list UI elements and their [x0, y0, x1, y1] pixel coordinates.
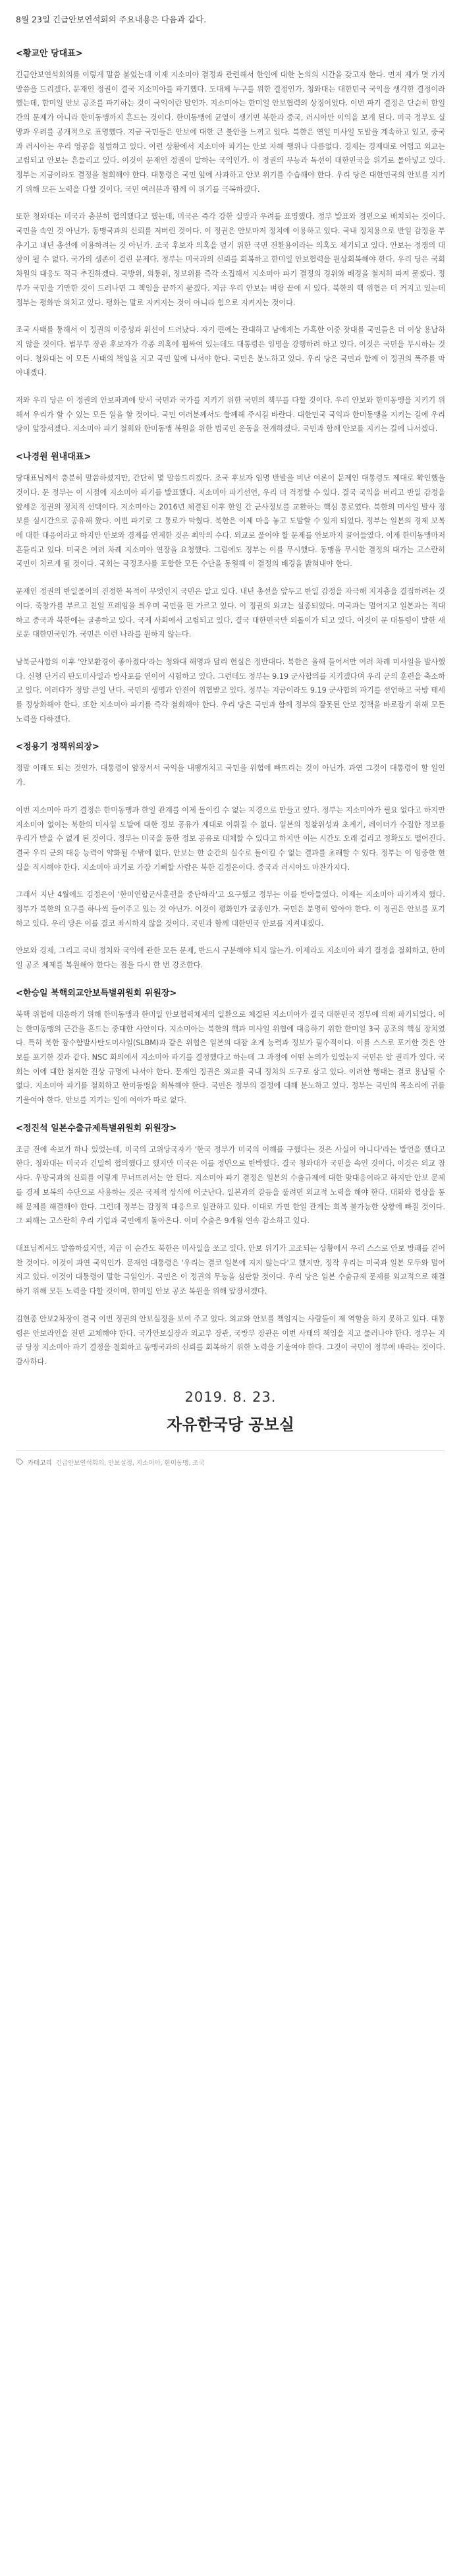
release-date: 2019. 8. 23.: [184, 1388, 277, 1405]
section-hwang: [16, 46, 445, 436]
category-links[interactable]: 긴급안보연석회의, 안보실정, 지소미아, 한미동맹, 조국: [55, 1459, 205, 1467]
paragraph: 당대표님께서 충분히 말씀하셨지만, 간단히 몇 말씀드리겠다. 조국 후보자 임명 반발을 비난 여론이 문제인 대통령도 제대로 확인했을 것이다. 문 정부는 이 시점에 지소미아 파기를 발표했다. 지소미아 파기선언, 우리 더 걱정할 수 있다. 결국 국익을 버리고 반일 감정을 앞세운 정권의 정치적 선택이다. 지소미아는 2016년 체결된 이후 한일 간 군사정보를 교환하는 핵심 통로였다. 북한의 미사일 발사 정보를 실시간으로 공유해 왔다. 이번 파기로 그 통로가 막혔다. 북한은 이제 마음 놓고 도발할 수 있게 되었다. 정부는 일본의 경제 보복에 대한 대응이라고 하지만 안보와 경제를 연계한 것은 최악의 수다. 외교로 풀어야 할 문제를 안보까지 끌어들였다. 이제 한미동맹마저 흔들리고 있다. 미국은 여러 차례 지소미아 연장을 요청했다. 그럼에도 정부는 이를 무시했다. 동맹을 무시한 결정의 대가는 고스란히 국민이 치르게 될 것이다. 국회는 국정조사를 포함한 모든 수단을 동원해 이 결정의 배경을 밝혀내야 한다.: [16, 474, 445, 569]
paragraph: 긴급안보연석회의를 이렇게 말씀 불었는데 이제 지소미아 결정과 관련해서 한인에 대한 논의의 시간을 갖고자 한다. 먼저 제가 몇 가지 말씀을 드리겠다. 문재인 정권이 결국 지소미아를 파기했다. 도대체 누구를 위한 결정인가. 청와대는 대한민국 국익을 생각한 결정이라 했는데, 한미일 안보 공조를 파기하는 것이 국익이란 말인가. 지소미아는 한미일 안보협력의 상징이었다. 이번 파기 결정은 단순히 한일 간의 문제가 아니라 한미동맹까지 흔드는 것이다. 한미동맹에 균열이 생기면 북한과 중국, 러시아만 이익을 보게 된다. 미국 정부도 실망과 우려를 공개적으로 표명했다. 지금 국민들은 안보에 대한 큰 불안을 느끼고 있다. 북한은 연일 미사일 도발을 계속하고 있고, 중국과 러시아는 우리 영공을 침범하고 있다. 이런 상황에서 지소미아 파기는 안보 자해 행위나 다름없다. 경제는 경제대로 어렵고 외교는 고립되고 안보는 흔들리고 있다. 이것이 문재인 정권이 말하는 국익인가. 이 정권의 무능과 독선이 대한민국을 위기로 몰아넣고 있다. 정부는 지금이라도 결정을 철회해야 한다. 대통령은 국민 앞에 사과하고 안보 위기를 수습해야 한다. 우리 당은 대한민국의 안보를 지키기 위해 모든 노력을 다할 것이다. 국민 여러분과 함께 이 위기를 극복하겠다.: [16, 71, 445, 194]
category-footer: [16, 1450, 445, 1467]
signature: 자유한국당 공보실: [167, 1415, 294, 1434]
paragraph: 이번 지소미아 파기 결정은 한미동맹과 한일 관계를 이제 돌이킬 수 없는 지경으로 만들고 있다. 정부는 지소미아가 필요 없다고 하지만 지소미아 없이는 북한의 미사일 도발에 대한 정보 공유가 제대로 이뤄질 수 없다. 일본의 정찰위성과 초계기, 레이더가 수집한 정보를 우리가 받을 수 없게 된 것이다. 정부는 미국을 통한 정보 공유로 대체할 수 있다고 하지만 이는 시간도 오래 걸리고 정확도도 떨어진다. 결국 우리 군의 대응 능력이 약화될 수밖에 없다. 안보는 한 순간의 실수로 돌이킬 수 없는 결과를 초래할 수 있다. 정부는 이 엄중한 현실을 직시해야 한다. 지소미아 파기로 가장 기뻐할 사람은 북한 김정은이다. 중국과 러시아도 마찬가지다.: [16, 805, 445, 872]
paragraph: 안보와 경제, 그리고 국내 정치와 국익에 관한 모든 문제, 반드시 구분해야 되지 않는가. 이제라도 지소미아 파기 결정을 철회하고, 한미일 공조 체제를 복원해야 한다는 점을 다시 한 번 강조한다.: [16, 946, 445, 970]
paragraph: 대표님께서도 말씀하셨지만, 지금 이 순간도 북한은 미사일을 쏘고 있다. 안보 위기가 고조되는 상황에서 우리 스스로 안보 방패를 걷어찬 것이다. 이것이 과연 국익인가. 문재인 대통령은 '우리는 결코 일본에 지지 않는다'고 했지만, 정작 우리는 미국과 일본 모두와 멀어지고 있다. 이것이 대통령이 말한 극일인가. 국민은 이 정권의 무능을 심판할 것이다. 우리 당은 일본 수출규제 문제를 외교적으로 해결하기 위해 모든 노력을 다할 것이며, 한미일 안보 공조 복원을 위해 앞장서겠다.: [16, 1244, 445, 1296]
intro-text: 8월 23일 긴급안보연석회의 주요내용은 다음과 같다.: [16, 14, 207, 24]
section-title: <한승일 북핵외교안보특별위원회 위원장>: [16, 988, 177, 998]
section-title: <정진석 일본수출규제특별위원회 위원장>: [16, 1123, 177, 1133]
section-na: [16, 449, 445, 726]
paragraph: 북핵 위협에 대응하기 위해 한미동맹과 한미일 안보협력체계의 일환으로 체결된 지소미아가 결국 대한민국 정부에 의해 파기되었다. 이는 한미동맹의 근간을 흔드는 중대한 사안이다. 지소미아는 북한의 핵과 미사일 위협에 대응하기 위한 한미일 3국 공조의 핵심 장치였다. 특히 북한 잠수함발사탄도미사일(SLBM)과 같은 위협은 일본의 대잠 초계 능력과 정보가 필수적이다. 이를 스스로 포기한 것은 안보를 포기한 것과 같다. NSC 회의에서 지소미아 파기를 결정했다고 하는데 그 과정에 어떤 논의가 있었는지 국민은 알 권리가 있다. 국회는 이에 대한 철저한 진상 규명에 나서야 한다. 문재인 정권은 외교를 국내 정치의 도구로 삼고 있다. 이러한 행태는 결코 용납될 수 없다. 지소미아 파기를 철회하고 한미동맹을 회복해야 한다. 국민은 정부의 결정에 대해 분노하고 있다. 정부는 국민의 목소리에 귀를 기울여야 한다. 안보를 지키는 일에 여야가 따로 없다.: [16, 1010, 445, 1105]
category-label: 카테고리: [28, 1459, 52, 1467]
section-jeong: [16, 1121, 445, 1369]
paragraph: 조국 사태를 통해서 이 정권의 이중성과 위선이 드러났다. 자기 편에는 관대하고 남에게는 가혹한 이중 잣대를 국민들은 더 이상 용납하지 않을 것이다. 법무부 장관 후보자가 각종 의혹에 휩싸여 있는데도 대통령은 임명을 강행하려 하고 있다. 이것은 국민을 무시하는 것이다. 청와대는 이 모든 사태의 책임을 지고 국민 앞에 나서야 한다. 국민은 분노하고 있다. 우리 당은 국민과 함께 이 정권의 폭주를 막아내겠다.: [16, 326, 445, 378]
paragraph: 남북군사합의 이후 '안보환경이 좋아졌다'라는 청와대 해명과 달리 현실은 정반대다. 북한은 올해 들어서만 여러 차례 미사일을 발사했다. 신형 단거리 탄도미사일과 방사포를 연이어 시험하고 있다. 그런데도 정부는 9.19 군사합의를 지키겠다며 우리 군의 훈련을 축소하고 있다. 이러다가 정말 큰일 난다. 국민의 생명과 안전이 위협받고 있다. 정부는 지금이라도 9.19 군사합의 파기를 선언하고 국방 태세를 정상화해야 한다. 또한 지소미아 파기를 즉각 철회해야 한다. 우리 당은 국민과 함께 정부의 잘못된 안보 정책을 바로잡기 위해 모든 노력을 다하겠다.: [16, 657, 445, 724]
paragraph: 문재인 정권의 반일몰이의 진정한 목적이 무엇인지 국민은 알고 있다. 내년 총선을 앞두고 반일 감정을 자극해 지지층을 결집하려는 것이다. 죽창가를 부르고 친일 프레임을 씌우며 국민을 편 가르고 있다. 이 정권의 외교는 실종되었다. 미국과는 멀어지고 일본과는 적대하고 중국과 북한에는 굴종하고 있다. 국제 사회에서 고립되고 있다. 결국 대한민국만 외톨이가 되고 있다. 이것이 문 대통령이 말한 새로운 대한민국인가. 국민은 이런 나라를 원하지 않는다.: [16, 587, 445, 639]
section-title: <황교안 당대표>: [16, 49, 83, 59]
paragraph: 또한 청와대는 미국과 충분히 협의했다고 했는데, 미국은 즉각 강한 실망과 우려를 표명했다. 정부 발표와 정면으로 배치되는 것이다. 국민을 속인 것 아닌가. 동맹국과의 신뢰를 저버린 것이다. 이 정권은 안보마저 정치에 이용하고 있다. 국내 정치용으로 반일 감정을 부추기고 내년 총선에 이용하려는 것 아닌가. 조국 후보자 의혹을 덮기 위한 국면 전환용이라는 의혹도 제기되고 있다. 안보는 정쟁의 대상이 될 수 없다. 국가의 생존이 걸린 문제다. 정부는 미국과의 신뢰를 회복하고 한미일 안보협력을 원상회복해야 한다. 우리 당은 국회 차원의 대응도 적극 추진하겠다. 국방위, 외통위, 정보위를 즉각 소집해서 지소미아 파기 결정의 경위와 배경을 철저히 따져 묻겠다. 정부가 국민을 기만한 것이 드러나면 그 책임을 끝까지 묻겠다. 지금 우리 안보는 벼랑 끝에 서 있다. 북한의 핵 위협은 더 커지고 있는데 정부는 평화만 외치고 있다. 평화는 말로 지켜지는 것이 아니라 힘으로 지켜지는 것이다.: [16, 212, 445, 307]
section-jung: [16, 739, 445, 972]
paragraph: 그래서 지난 4월에도 김정은이 '한미연합군사훈련을 중단하라'고 요구했고 정부는 이를 받아들였다. 이제는 지소미아 파기까지 했다. 정부가 북한의 요구를 하나씩 들어주고 있는 것 아닌가. 이것이 평화인가 굴종인가. 국민은 분명히 알아야 한다. 이 정권은 안보를 포기하고 있다. 우리 당은 이를 결코 좌시하지 않을 것이다. 국민과 함께 대한민국 안보를 지켜내겠다.: [16, 890, 445, 928]
paragraph: 김현종 안보2차장이 결국 이번 정권의 안보실정을 보여 주고 있다. 외교와 안보를 책임지는 사람들이 제 역할을 하지 못하고 있다. 대통령은 안보라인을 전면 교체해야 한다. 국가안보실장과 외교부 장관, 국방부 장관은 이번 사태의 책임을 지고 물러나야 한다. 정부는 지금 당장 지소미아 파기 결정을 철회하고 동맹국과의 신뢰를 회복하기 위한 노력을 기울여야 한다. 그것이 국민이 정부에 바라는 것이다. 감사하다.: [16, 1314, 445, 1366]
paragraph: 정말 이래도 되는 것인가. 대통령이 앞장서서 국익을 내팽개치고 국민을 위험에 빠뜨리는 것이 아닌가. 과연 그것이 대통령이 할 일인가.: [16, 764, 445, 787]
section-title: <나경원 원내대표>: [16, 452, 92, 463]
section-han: [16, 986, 445, 1108]
section-title: <정용기 정책위의장>: [16, 742, 99, 753]
paragraph: 저와 우리 당은 이 정권의 안보파괴에 맞서 국민과 국가를 지키기 위한 국민의 책무를 다할 것이다. 우리 안보와 한미동맹을 지키기 위해서 우리가 할 수 있는 모든 일을 할 것이다. 국민 여러분께서도 함께해 주시길 바란다. 대한민국 국익과 한미동맹을 지키는 길에 우리 당이 앞장서겠다. 지소미아 파기 철회와 한미동맹 복원을 위한 범국민 운동을 전개하겠다. 국민과 함께 안보를 지키는 길에 나서겠다.: [16, 396, 445, 434]
paragraph: 조금 전에 속보가 하나 있었는데, 미국의 고위당국자가 '한국 정부가 미국의 이해를 구했다는 것은 사실이 아니다'라는 발언을 했다고 한다. 청와대는 미국과 긴밀히 협의했다고 했지만 미국은 이를 정면으로 반박했다. 결국 청와대가 국민을 속인 것이다. 이것은 외교 참사다. 우방국과의 신뢰를 이렇게 무너뜨려서는 안 된다. 지소미아 파기 결정은 일본의 수출규제에 대한 맞대응이라고 하지만 안보 문제를 경제 보복의 수단으로 사용하는 것은 국제적 상식에 어긋난다. 일본과의 갈등을 풀려면 외교적 노력을 해야 한다. 대화와 협상을 통해 문제를 해결해야 한다. 그런데 정부는 감정적 대응으로 일관하고 있다. 이대로 가면 한일 관계는 회복 불가능한 상황에 빠질 것이다. 그 피해는 고스란히 우리 기업과 국민에게 돌아온다. 이미 수출은 9개월 연속 감소하고 있다.: [16, 1145, 445, 1226]
tag-icon: [16, 1458, 24, 1466]
